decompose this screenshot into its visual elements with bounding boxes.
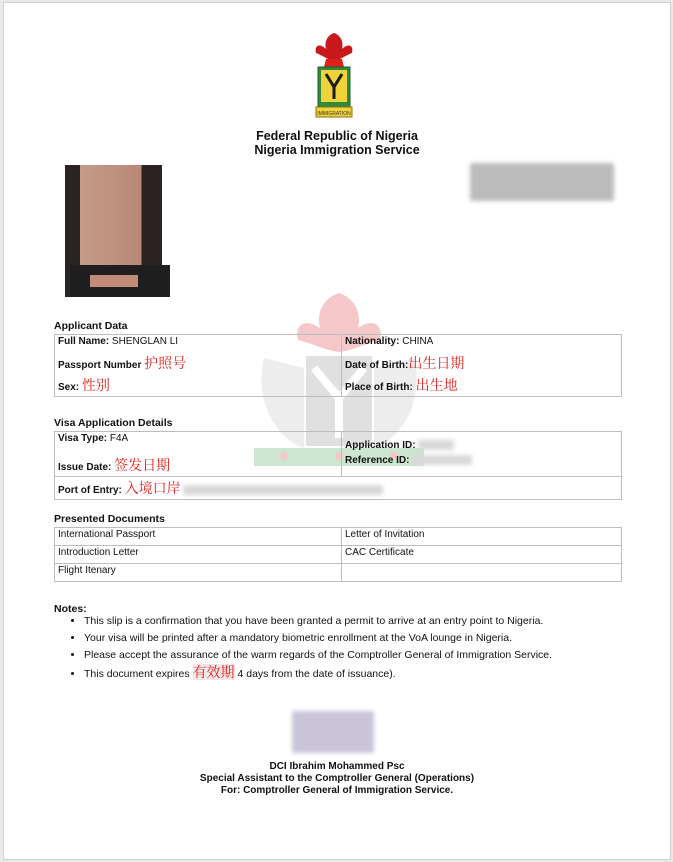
note-item: • Please accept the assurance of the warm regards of the Comptroller General of Immigration Service. <box>84 649 644 662</box>
nationality-cell: Nationality: CHINA <box>342 335 622 352</box>
applicant-table <box>54 334 622 397</box>
dob-cell: Date of Birth:出生日期 <box>342 352 622 374</box>
doc-cell: Letter of Invitation <box>342 528 622 546</box>
applicant-photo <box>52 165 180 297</box>
sex-cell: Sex: 性别 <box>55 374 342 397</box>
signatory-title: Special Assistant to the Comptroller General (Operations) <box>199 773 475 784</box>
signatory-for: For: Comptroller General of Immigration Service. <box>220 785 454 796</box>
applicant-section-title: Applicant Data <box>54 320 128 332</box>
note-item-expiry: • This document expires 有效期 4 days from the date of issuance). <box>84 666 644 681</box>
visa-type-cell: Visa Type: F4A <box>55 432 342 454</box>
port-of-entry-cell: Port of Entry: 入境口岸 <box>55 476 622 499</box>
signatory-name: DCI Ibrahim Mohammed Psc <box>269 761 405 772</box>
reference-id-cell: Reference ID: <box>342 454 622 477</box>
notes-list <box>68 615 644 685</box>
header-line1: Federal Republic of Nigeria <box>256 129 418 143</box>
doc-cell: International Passport <box>55 528 342 546</box>
doc-cell: Flight Itenary <box>55 564 342 582</box>
documents-section-title: Presented Documents <box>54 513 165 525</box>
signature-image <box>292 711 374 753</box>
svg-text:IMMIGRATION: IMMIGRATION <box>317 111 351 117</box>
visa-table <box>54 431 622 500</box>
note-item: • This slip is a confirmation that you have been granted a permit to arrive at an entry point to Nigeria. <box>84 615 644 628</box>
pob-cell: Place of Birth: 出生地 <box>342 374 622 397</box>
documents-table <box>54 527 622 582</box>
coat-of-arms-logo <box>302 29 366 125</box>
barcode-blurred <box>470 163 614 201</box>
full-name-cell: Full Name: SHENGLAN LI <box>55 335 342 352</box>
doc-cell <box>342 564 622 582</box>
doc-cell: CAC Certificate <box>342 546 622 564</box>
passport-cell: Passport Number 护照号 <box>55 352 342 374</box>
note-item: • Your visa will be printed after a mandatory biometric enrollment at the VoA lounge in Nigeria. <box>84 632 644 645</box>
header-line2: Nigeria Immigration Service <box>254 143 420 157</box>
visa-section-title: Visa Application Details <box>54 417 173 429</box>
issue-date-cell: Issue Date: 签发日期 <box>55 454 342 477</box>
notes-title: Notes: <box>54 603 87 615</box>
doc-cell: Introduction Letter <box>55 546 342 564</box>
visa-slip-page <box>3 2 671 860</box>
application-id-cell: Application ID: <box>342 432 622 454</box>
